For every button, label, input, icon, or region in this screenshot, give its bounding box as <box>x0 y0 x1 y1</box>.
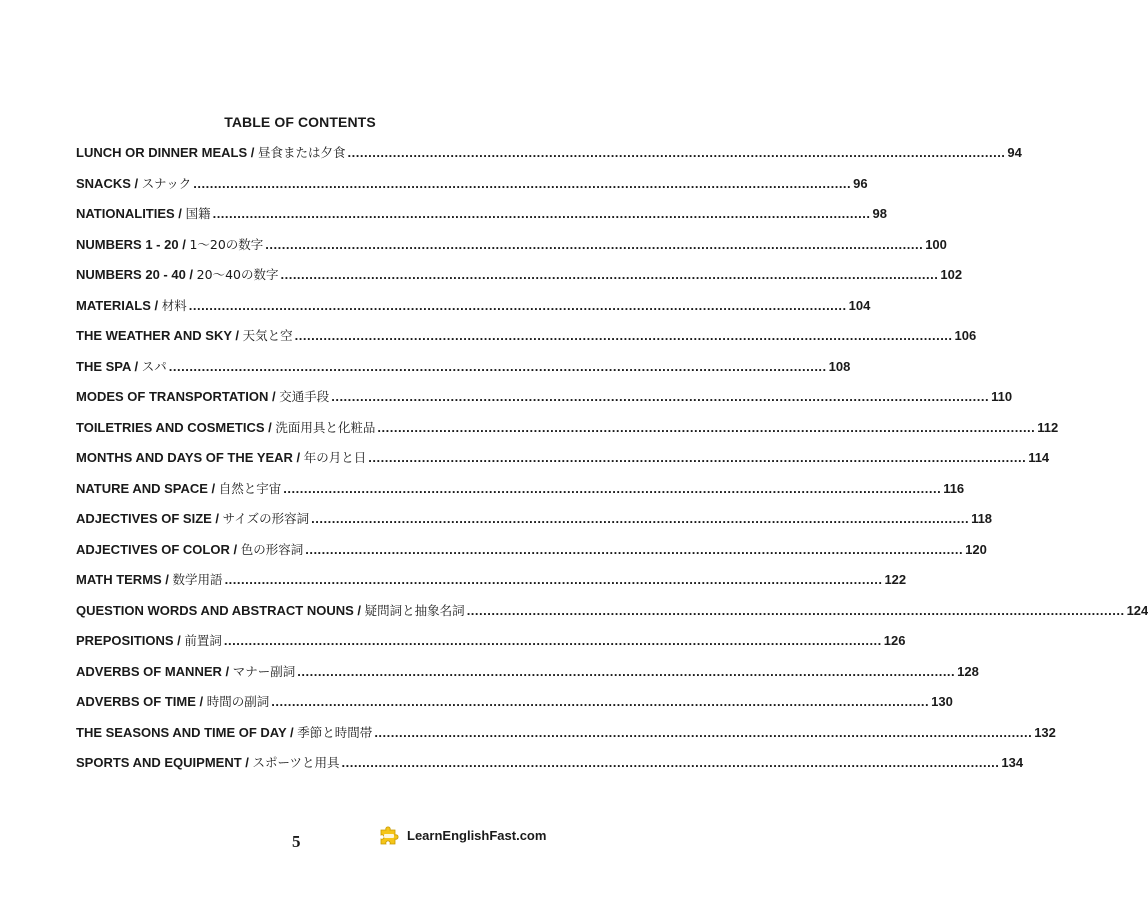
toc-entry[interactable] <box>76 692 953 723</box>
toc-entry[interactable] <box>76 235 947 266</box>
dot-leader: ................................................................................................................................................................ <box>374 724 1033 740</box>
dot-leader: ................................................................................................................................................................ <box>305 541 964 557</box>
toc-entry[interactable] <box>76 753 1024 784</box>
toc-entry[interactable] <box>76 631 906 662</box>
toc-entry-japanese: スナック <box>141 175 192 191</box>
toc-entry-japanese: 昼食または夕食 <box>258 145 346 160</box>
toc-entry-japanese: 洗面用具と化粧品 <box>275 419 376 435</box>
dot-leader: ................................................................................................................................................................ <box>347 145 1006 160</box>
toc-title: TABLE OF CONTENTS <box>224 114 376 130</box>
toc-entry[interactable] <box>76 540 987 571</box>
brand-name: LearnEnglishFast.com <box>407 827 547 843</box>
toc-entry-japanese: 年の月と日 <box>303 450 367 465</box>
dot-leader: ................................................................................................................................................................ <box>368 450 1027 465</box>
toc-entry-english: PREPOSITIONS / <box>76 633 181 648</box>
dot-leader: ................................................................................................................................................................ <box>265 236 924 252</box>
toc-entry-japanese: マナー副詞 <box>232 663 296 679</box>
dot-leader: ................................................................................................................................................................ <box>294 328 953 343</box>
toc-entry-page: 124 <box>1126 602 1148 618</box>
toc-entry-page: 108 <box>828 358 851 374</box>
toc-entry-japanese: 時間の副詞 <box>206 694 270 709</box>
toc-entry-page: 98 <box>872 206 887 221</box>
toc-entry-japanese: 1〜20の数字 <box>189 236 264 252</box>
toc-entry-page: 96 <box>853 175 868 191</box>
dot-leader: ................................................................................................................................................................ <box>341 755 1000 770</box>
toc-entry-english: LUNCH OR DINNER MEALS / <box>76 145 255 160</box>
toc-entry[interactable] <box>76 387 1013 418</box>
toc-entry[interactable] <box>76 296 871 327</box>
dot-leader: ................................................................................................................................................................ <box>212 206 871 221</box>
dot-leader: ................................................................................................................................................................ <box>168 358 827 374</box>
toc-entry-page: 130 <box>931 694 953 709</box>
toc-entry-english: MATH TERMS / <box>76 572 169 587</box>
toc-entry-page: 126 <box>883 633 906 648</box>
toc-entry-english: SNACKS / <box>76 175 139 191</box>
toc-entry-japanese: 交通手段 <box>279 389 330 404</box>
toc-entry-english: NUMBERS 1 - 20 / <box>76 236 186 252</box>
toc-entry[interactable] <box>76 143 1022 174</box>
toc-entry[interactable] <box>76 204 887 235</box>
toc-entry-japanese: 疑問詞と抽象名詞 <box>364 602 465 618</box>
toc-entry-page: 100 <box>925 236 947 252</box>
toc-entry[interactable] <box>76 509 993 540</box>
toc-entry-page: 132 <box>1034 724 1056 740</box>
toc-entry[interactable] <box>76 265 963 296</box>
toc-entry[interactable] <box>76 601 1148 632</box>
toc-entry-page: 122 <box>884 572 907 587</box>
toc-entry-japanese: 天気と空 <box>242 328 293 343</box>
toc-entry-page: 134 <box>1001 755 1024 770</box>
dot-leader: ................................................................................................................................................................ <box>331 389 990 404</box>
toc-entry-english: THE SEASONS AND TIME OF DAY / <box>76 724 294 740</box>
puzzle-icon <box>378 823 402 847</box>
toc-entry-japanese: スパ <box>141 358 167 374</box>
dot-leader: ................................................................................................................................................................ <box>297 663 956 679</box>
toc-entry-page: 112 <box>1037 419 1059 435</box>
toc-entry-page: 128 <box>957 663 979 679</box>
toc-entry-page: 94 <box>1007 145 1022 160</box>
dot-leader: ................................................................................................................................................................ <box>280 267 939 282</box>
toc-entry-japanese: 数学用語 <box>172 572 223 587</box>
toc-entry[interactable] <box>76 570 907 601</box>
toc-entry-english: THE WEATHER AND SKY / <box>76 328 239 343</box>
dot-leader: ................................................................................................................................................................ <box>223 633 882 648</box>
dot-leader: ................................................................................................................................................................ <box>466 602 1125 618</box>
toc-entry-page: 114 <box>1028 450 1050 465</box>
dot-leader: ................................................................................................................................................................ <box>377 419 1036 435</box>
dot-leader: ................................................................................................................................................................ <box>283 480 942 496</box>
toc-entry-english: NATIONALITIES / <box>76 206 182 221</box>
toc-entry-page: 104 <box>848 297 871 313</box>
toc-entry-japanese: スポーツと用具 <box>252 755 340 770</box>
toc-entry-japanese: 材料 <box>161 297 187 313</box>
toc-entry-english: ADJECTIVES OF SIZE / <box>76 511 220 526</box>
toc-entry-english: NATURE AND SPACE / <box>76 480 216 496</box>
toc-entry-english: ADVERBS OF TIME / <box>76 694 204 709</box>
dot-leader: ................................................................................................................................................................ <box>271 694 930 709</box>
dot-leader: ................................................................................................................................................................ <box>188 297 847 313</box>
toc-entry-page: 110 <box>991 389 1013 404</box>
toc-entry[interactable] <box>76 448 1050 479</box>
toc-entry[interactable] <box>76 326 977 357</box>
toc-entry-english: SPORTS AND EQUIPMENT / <box>76 755 249 770</box>
toc-entry-japanese: 色の形容詞 <box>240 541 304 557</box>
toc-entry-page: 116 <box>943 480 965 496</box>
page-number: 5 <box>292 832 301 851</box>
toc-entry-english: MONTHS AND DAYS OF THE YEAR / <box>76 450 301 465</box>
toc-entry-english: ADJECTIVES OF COLOR / <box>76 541 238 557</box>
toc-entry-japanese: 自然と宇宙 <box>218 480 282 496</box>
toc-entry-japanese: 前置詞 <box>184 633 222 648</box>
toc-entry[interactable] <box>76 723 1056 754</box>
toc-entry[interactable] <box>76 357 851 388</box>
toc-entry[interactable] <box>76 479 965 510</box>
toc-entry-english: TOILETRIES AND COSMETICS / <box>76 419 272 435</box>
dot-leader: ................................................................................................................................................................ <box>311 511 970 526</box>
dot-leader: ................................................................................................................................................................ <box>193 175 852 191</box>
toc-entry-page: 102 <box>940 267 963 282</box>
toc-entry[interactable] <box>76 418 1059 449</box>
toc-entry[interactable] <box>76 174 868 205</box>
toc-entry-japanese: 20〜40の数字 <box>196 267 279 282</box>
toc-entry-english: MATERIALS / <box>76 297 159 313</box>
toc-entry-english: MODES OF TRANSPORTATION / <box>76 389 276 404</box>
toc-entry-english: THE SPA / <box>76 358 139 374</box>
toc-entry-english: NUMBERS 20 - 40 / <box>76 267 194 282</box>
toc-entry-page: 118 <box>971 511 993 526</box>
toc-entry-english: ADVERBS OF MANNER / <box>76 663 230 679</box>
toc-entry-english: QUESTION WORDS AND ABSTRACT NOUNS / <box>76 602 362 618</box>
toc-list <box>76 143 1148 784</box>
toc-entry-japanese: 国籍 <box>185 206 211 221</box>
toc-entry[interactable] <box>76 662 979 693</box>
toc-entry-page: 106 <box>954 328 977 343</box>
toc-entry-japanese: サイズの形容詞 <box>222 511 310 526</box>
dot-leader: ................................................................................................................................................................ <box>224 572 883 587</box>
brand-logo[interactable] <box>378 823 546 847</box>
toc-entry-page: 120 <box>965 541 987 557</box>
toc-entry-japanese: 季節と時間帯 <box>297 724 373 740</box>
